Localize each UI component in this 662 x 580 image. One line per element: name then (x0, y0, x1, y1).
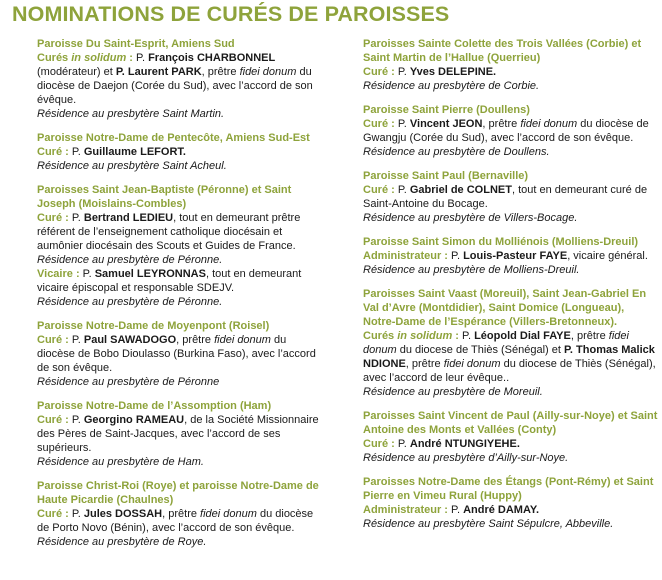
page-title: NOMINATIONS DE CURÉS DE PAROISSES (12, 2, 450, 26)
nomination-text: Curé : P. Vincent JEON, prêtre fidei donum du diocèse de Gwangju (Corée du Sud), avec l’accord de son évêque. (363, 118, 649, 144)
nomination-entry (363, 37, 658, 93)
nomination-entry (363, 409, 658, 465)
residence-text: Résidence au presbytère Saint Sépulcre, Abbeville. (363, 518, 614, 530)
priest-name: Yves DELEPINE. (409, 66, 497, 78)
nomination-entry (363, 287, 658, 399)
nomination-entry (37, 319, 327, 389)
role-label: Curé : (37, 414, 69, 426)
parish-heading: Paroisse Notre-Dame de l’Assomption (Ham) (37, 400, 272, 412)
priest-name: Guillaume LEFORT. (83, 146, 186, 158)
parish-heading: Paroisse Du Saint-Esprit, Amiens Sud (37, 38, 235, 50)
residence-text: Résidence au presbytère de Ham. (37, 456, 204, 468)
parish-heading: Paroisse Saint Paul (Bernaville) (363, 170, 529, 182)
nomination-text: Curé : P. Bertrand LEDIEU, tout en demeurant prêtre référent de l’enseignement catholique diocésain et aumônier diocésain des Scouts et Guides de France. (37, 212, 301, 252)
role-label: Curé : (37, 146, 69, 158)
role-label: Administrateur : (363, 504, 448, 516)
right-column (363, 37, 658, 541)
residence-text: Résidence au presbytère de Villers-Bocage. (363, 212, 578, 224)
nomination-entry (363, 169, 658, 225)
priest-name: Bertrand LEDIEU (83, 212, 174, 224)
role-label: Curé : (363, 118, 395, 130)
nomination-text: Curé : P. Jules DOSSAH, prêtre fidei donum du diocèse de Porto Novo (Bénin), avec l’accord de son évêque. (37, 508, 314, 534)
residence-text: Résidence au presbytère Saint Martin. (37, 108, 225, 120)
nomination-text: Curé : P. Yves DELEPINE. (363, 66, 497, 78)
priest-name: Georgino RAMEAU (83, 414, 185, 426)
priest-name: Gabriel de COLNET (409, 184, 512, 196)
residence-text: Résidence au presbytère de Moreuil. (363, 386, 543, 398)
nomination-text: Curés in solidum : P. Léopold Dial FAYE, prêtre fidei donum du diocese de Thiès (Sénégal) et P. Thomas Malick NDIONE, prêtre fidei donum du diocese de Thiès (Sénégal), avec l’accord de leur évêque.. (363, 330, 656, 384)
parish-heading: Paroisses Saint Vaast (Moreuil), Saint Jean-Gabriel En Val d’Avre (Montdidier), Saint Domice (Longueau), Notre-Dame de l’Espérance (Villers-Bretonneux). (363, 288, 647, 328)
nomination-text: Vicaire : P. Samuel LEYRONNAS, tout en demeurant vicaire épiscopal et responsable SDEJV. (37, 268, 302, 294)
priest-name: Vincent JEON (409, 118, 483, 130)
residence-text: Résidence au presbytère de Doullens. (363, 146, 550, 158)
residence-text: Résidence au presbytère de Molliens-Dreuil. (363, 264, 580, 276)
role-label: Curé : (37, 212, 69, 224)
role-label: Curés in solidum : (37, 52, 133, 64)
nomination-text: Curé : P. Paul SAWADOGO, prêtre fidei donum du diocèse de Bobo Dioulasso (Burkina Faso), avec l’accord de son évêque. (37, 334, 316, 374)
priest-name: François CHARBONNEL (148, 52, 276, 64)
residence-text: Résidence au presbytère de Roye. (37, 536, 207, 548)
role-label: Curés in solidum : (363, 330, 459, 342)
left-column (37, 37, 327, 559)
priest-name: André NTUNGIYEHE. (409, 438, 520, 450)
nomination-text: Curé : P. Georgino RAMEAU, de la Société Missionnaire des Pères de Saint-Jacques, avec l’accord de ses supérieurs. (37, 414, 319, 454)
parish-heading: Paroisse Saint Pierre (Doullens) (363, 104, 530, 116)
parish-heading: Paroisse Christ-Roi (Roye) et paroisse Notre-Dame de Haute Picardie (Chaulnes) (37, 480, 319, 506)
role-label: Curé : (363, 66, 395, 78)
priest-name: P. Laurent PARK (115, 66, 202, 78)
nomination-text: Curé : P. Gabriel de COLNET, tout en demeurant curé de Saint-Antoine du Bocage. (363, 184, 648, 210)
residence-text: Résidence au presbytère Saint Acheul. (37, 160, 227, 172)
nomination-text: Curé : P. Guillaume LEFORT. (37, 146, 186, 158)
parish-heading: Paroisses Saint Vincent de Paul (Ailly-sur-Noye) et Saint Antoine des Monts et Vallées (Conty) (363, 410, 658, 436)
nomination-entry (363, 475, 658, 531)
priest-name: Léopold Dial FAYE (474, 330, 571, 342)
nomination-entry (37, 37, 327, 121)
residence-text: Résidence au presbytère d’Ailly-sur-Noye. (363, 452, 569, 464)
residence-text: Résidence au presbytère de Péronne. (37, 254, 223, 266)
nomination-entry (37, 183, 327, 309)
role-label: Vicaire : (37, 268, 80, 280)
residence-text: Résidence au presbytère de Péronne. (37, 296, 223, 308)
parish-heading: Paroisses Notre-Dame des Étangs (Pont-Rémy) et Saint Pierre en Vimeu Rural (Huppy) (363, 476, 654, 502)
nomination-text: Administrateur : P. André DAMAY. (363, 504, 540, 516)
role-label: Curé : (363, 184, 395, 196)
nomination-text: Administrateur : P. Louis-Pasteur FAYE, vicaire général. (363, 250, 648, 262)
parish-heading: Paroisse Notre-Dame de Pentecôte, Amiens Sud-Est (37, 132, 310, 144)
parish-heading: Paroisse Notre-Dame de Moyenpont (Roisel) (37, 320, 270, 332)
role-label: Curé : (363, 438, 395, 450)
residence-text: Résidence au presbytère de Corbie. (363, 80, 540, 92)
nomination-text: Curés in solidum : P. François CHARBONNEL (modérateur) et P. Laurent PARK, prêtre fidei donum du diocèse de Daejon (Corée du Sud), avec l’accord de son évêque. (37, 52, 313, 106)
priest-name: Louis-Pasteur FAYE (463, 250, 568, 262)
nomination-text: Curé : P. André NTUNGIYEHE. (363, 438, 520, 450)
priest-name: P. Thomas Malick NDIONE (363, 344, 655, 370)
priest-name: Paul SAWADOGO (83, 334, 177, 346)
nomination-entry (37, 479, 327, 549)
priest-name: Samuel LEYRONNAS (94, 268, 206, 280)
parish-heading: Paroisse Saint Simon du Molliénois (Molliens-Dreuil) (363, 236, 639, 248)
nomination-entry (363, 235, 658, 277)
priest-name: Jules DOSSAH (83, 508, 163, 520)
nomination-entry (363, 103, 658, 159)
parish-heading: Paroisses Sainte Colette des Trois Vallées (Corbie) et Saint Martin de l’Hallue (Querrieu) (363, 38, 642, 64)
residence-text: Résidence au presbytère de Péronne (37, 376, 220, 388)
role-label: Administrateur : (363, 250, 448, 262)
parish-heading: Paroisses Saint Jean-Baptiste (Péronne) et Saint Joseph (Moislains-Combles) (37, 184, 292, 210)
nomination-entry (37, 131, 327, 173)
role-label: Curé : (37, 334, 69, 346)
priest-name: André DAMAY. (463, 504, 540, 516)
nomination-entry (37, 399, 327, 469)
role-label: Curé : (37, 508, 69, 520)
